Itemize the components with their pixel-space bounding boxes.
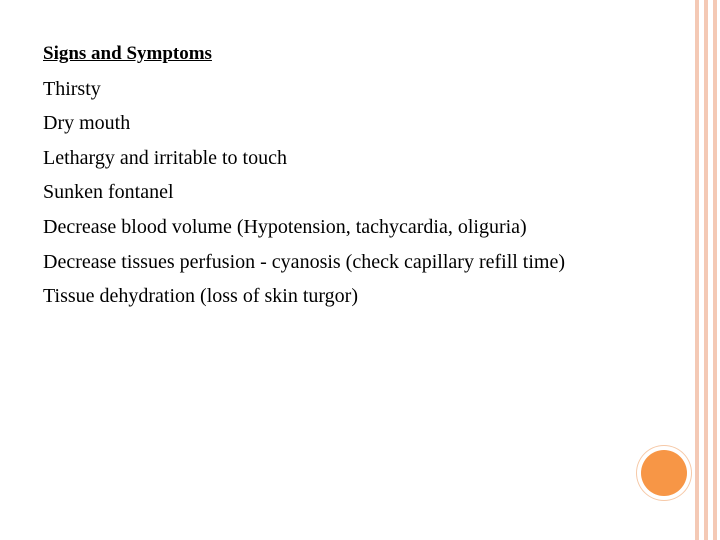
decorative-border-line xyxy=(704,0,708,540)
symptom-item-lethargy: Lethargy and irritable to touch xyxy=(43,146,287,169)
decorative-border-line xyxy=(695,0,699,540)
symptom-item-sunken-fontanel: Sunken fontanel xyxy=(43,181,174,204)
slide-heading: Signs and Symptoms xyxy=(43,43,212,64)
decorative-circle xyxy=(641,450,687,496)
symptom-item-dry-mouth: Dry mouth xyxy=(43,112,131,135)
symptom-item-blood-volume: Decrease blood volume (Hypotension, tachycardia, oliguria) xyxy=(43,215,527,238)
decorative-border-line xyxy=(713,0,717,540)
symptom-item-tissue-perfusion: Decrease tissues perfusion - cyanosis (check capillary refill time) xyxy=(43,250,566,273)
symptom-item-thirsty: Thirsty xyxy=(43,77,101,100)
slide-body xyxy=(43,37,683,314)
symptom-item-tissue-dehydration: Tissue dehydration (loss of skin turgor) xyxy=(43,285,358,308)
